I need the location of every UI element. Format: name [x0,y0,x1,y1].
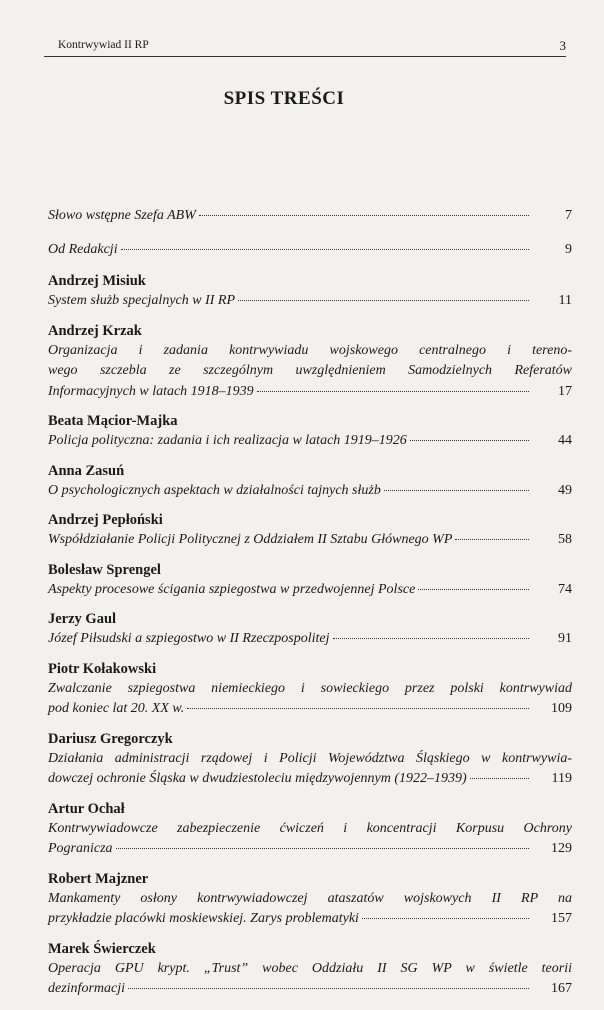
toc-entry-final-line [48,291,572,312]
toc-entry-final-line [48,769,572,790]
toc-entry-author: Beata Mącior-Majka [48,413,178,429]
toc-entry-final-line [48,629,572,650]
toc-entry-page: 17 [558,383,572,399]
toc-entry [48,800,572,860]
toc-entry-page: 44 [558,433,572,448]
toc-entry-page: 129 [551,841,572,856]
toc-entry-title: Policja polityczna: zadania i ich realizacja w latach 1919–1926 [48,433,407,448]
toc-entry-title: przykładzie placówki moskiewskiej. Zarys problematyki [48,911,359,926]
dot-leader [418,588,529,590]
toc-entry [48,322,572,403]
toc-heading: SPIS TREŚCI [223,88,345,109]
dot-leader [455,538,529,540]
toc-entry-author: Jerzy Gaul [48,611,117,627]
toc-entry-page: 119 [551,771,572,786]
toc-entry-final-line [48,979,572,1000]
toc-entry [48,206,572,227]
dot-leader [470,777,529,779]
dot-leader [384,489,529,491]
toc-entry [48,412,572,452]
toc-entry-author: Marek Świerczek [48,940,156,957]
toc-entry-final-line [48,240,572,261]
toc-entry-author: Artur Ochał [48,800,125,817]
toc-entry-page: 58 [558,532,572,547]
toc-entry-author: Dariusz Gregorczyk [48,730,173,747]
page-number: 3 [559,38,566,53]
dot-leader [121,248,529,250]
dot-leader [116,847,529,849]
running-head [44,38,566,57]
dot-leader [199,214,529,216]
running-head-title: Kontrwywiad II RP [58,39,149,51]
toc-entry [48,660,572,720]
toc-entry-author: Andrzej Krzak [48,322,142,339]
dot-leader [362,917,529,919]
toc-entry-page: 91 [558,631,572,646]
toc-entry-title-line: Mankamenty osłony kontrwywiadowczej ataszatów wojskowych II RP na [48,890,572,906]
toc-entry [48,511,572,551]
toc-entry-page: 7 [565,208,572,223]
toc-entry [48,610,572,650]
toc-entry-title-line: Kontrwywiadowcze zabezpieczenie ćwiczeń i koncentracji Korpusu Ochrony [48,820,572,836]
toc-entry-author: Anna Zasuń [48,462,125,479]
toc-entry-page: 157 [551,911,572,926]
toc-entry-title: Józef Piłsudski a szpiegostwo w II Rzeczpospolitej [48,631,330,646]
toc-entry-title-line: Operacja GPU krypt. „Trust” wobec Oddziału II SG WP w świetle teorii [48,960,572,976]
toc-entry-page: 9 [565,241,572,257]
toc-entry [48,240,572,261]
toc-entry [48,870,572,930]
toc-entry-page: 74 [558,581,572,597]
toc-entry [48,462,572,502]
toc-entry [48,561,572,601]
toc-entry-title: pod koniec lat 20. XX w. [48,701,185,716]
toc-entry-final-line [48,206,572,227]
toc-entry-final-line [48,580,572,601]
toc-entry-final-line [48,382,572,403]
toc-entry-title: dezinformacji [48,981,125,996]
toc-entry-title: Aspekty procesowe ścigania szpiegostwa w przedwojennej Polsce [48,581,416,597]
toc-entry-author: Bolesław Sprengel [48,561,161,578]
toc-entry-final-line [48,481,572,502]
toc-entry-page: 167 [551,981,572,996]
dot-leader [333,637,529,639]
toc-entry-author: Robert Majzner [48,870,149,887]
toc-entry [48,940,572,1000]
dot-leader [410,439,529,441]
toc-entry-title: Pogranicza [48,841,113,856]
toc-entry-final-line [48,699,572,720]
toc-entry [48,730,572,790]
dot-leader [238,299,529,301]
toc-entry-author: Piotr Kołakowski [48,660,157,677]
toc-entry-title-line: wego szczebla ze szczególnym uwzględnieniem Samodzielnych Referatów [48,363,572,378]
toc-entry-title: Współdziałanie Policji Politycznej z Oddziałem II Sztabu Głównego WP [48,532,453,547]
toc-entry-title: Słowo wstępne Szefa ABW [48,208,196,223]
toc-entry-page: 109 [551,701,572,716]
toc-entry-title-line: Organizacja i zadania kontrwywiadu wojskowego centralnego i tereno- [48,342,572,358]
dot-leader [128,987,529,989]
toc-entry [48,272,572,312]
toc-entry-page: 49 [558,482,572,498]
toc-entry-author: Andrzej Pepłoński [48,512,163,528]
toc-entry-final-line [48,839,572,860]
toc-entry-page: 11 [558,293,572,308]
toc-entry-title: Od Redakcji [48,241,118,257]
toc-entry-title: O psychologicznych aspektach w działalności tajnych służb [48,482,381,498]
toc-entry-title-line: Zwalczanie szpiegostwa niemieckiego i sowieckiego przez polski kontrwywiad [48,680,572,696]
dot-leader [257,390,529,392]
toc-entry-final-line [48,909,572,930]
toc-entry-title: dowczej ochronie Śląska w dwudziestoleciu międzywojennym (1922–1939) [48,771,467,786]
dot-leader [187,707,529,709]
toc-entry-final-line [48,530,572,551]
toc-entry-title: Informacyjnych w latach 1918–1939 [48,383,254,399]
toc-entry-title: System służb specjalnych w II RP [48,293,236,308]
toc-entry-title-line: Działania administracji rządowej i Policji Województwa Śląskiego w kontrwywia- [48,750,572,766]
toc-entry-author: Andrzej Misiuk [48,273,146,289]
table-of-contents [48,206,572,1010]
toc-entry-final-line [48,431,572,452]
